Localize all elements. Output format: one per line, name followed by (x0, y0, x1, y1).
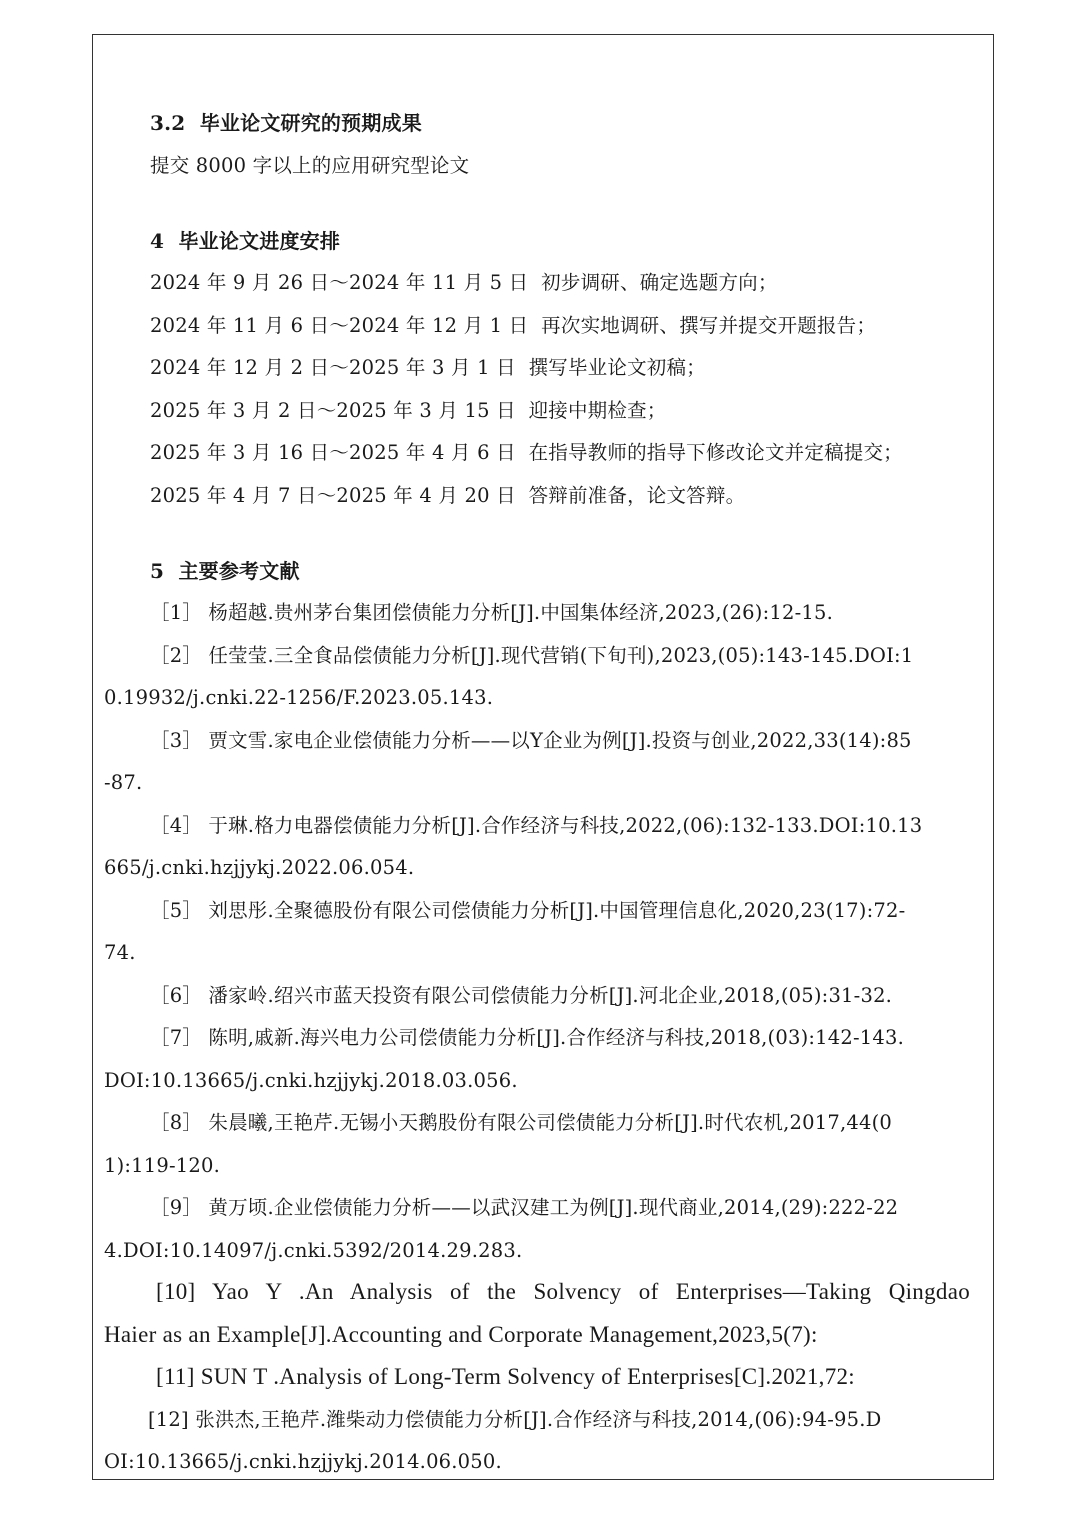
reference-5: ［5］ 刘思彤.全聚德股份有限公司偿债能力分析[J].中国管理信息化,2020,23(17):72- (150, 899, 906, 922)
schedule-item: 2024 年 11 月 6 日～2024 年 12 月 1 日 再次实地调研、撰写并提交开题报告； (150, 314, 877, 337)
reference-6: ［6］ 潘家岭.绍兴市蓝天投资有限公司偿债能力分析[J].河北企业,2018,(05):31-32. (150, 984, 893, 1007)
reference-12: [12] 张洪杰,王艳芹.潍柴动力偿债能力分析[J].合作经济与科技,2014,(06):94-95.D (148, 1408, 882, 1431)
reference-1: ［1］ 杨超越.贵州茅台集团偿债能力分析[J].中国集体经济,2023,(26):12-15. (150, 601, 833, 624)
reference-5-cont: 74. (104, 941, 136, 964)
schedule-item: 2024 年 12 月 2 日～2025 年 3 月 1 日 撰写毕业论文初稿； (150, 356, 706, 379)
reference-8: ［8］ 朱晨曦,王艳芹.无锡小天鹅股份有限公司偿债能力分析[J].时代农机,2017,44(0 (150, 1111, 892, 1134)
schedule-item: 2025 年 3 月 16 日～2025 年 4 月 6 日 在指导教师的指导下修改论文并定稿提交； (150, 441, 903, 464)
reference-11: [11] SUN T .Analysis of Long-Term Solvency of Enterprises[C].2021,72: (156, 1364, 855, 1389)
section-4-heading: 4 毕业论文进度安排 (150, 229, 341, 253)
section-5-heading: 5 主要参考文献 (150, 559, 300, 583)
schedule-item: 2025 年 4 月 7 日～2025 年 4 月 20 日 答辩前准备，论文答辩。 (150, 484, 746, 507)
reference-2-cont: 0.19932/j.cnki.22-1256/F.2023.05.143. (104, 686, 494, 709)
reference-10-cont: Haier as an Example[J].Accounting and Corporate Management,2023,5(7): (104, 1322, 818, 1347)
reference-10: [10] Yao Y .An Analysis of the Solvency of Enterprises—Taking Qingdao (156, 1279, 970, 1304)
reference-9: ［9］ 黄万顷.企业偿债能力分析——以武汉建工为例[J].现代商业,2014,(29):222-22 (150, 1196, 899, 1219)
reference-3: ［3］ 贾文雪.家电企业偿债能力分析——以Y企业为例[J].投资与创业,2022,33(14):85 (150, 729, 912, 752)
schedule-item: 2024 年 9 月 26 日～2024 年 11 月 5 日 初步调研、确定选题方向； (150, 271, 778, 294)
reference-7-cont: DOI:10.13665/j.cnki.hzjjykj.2018.03.056. (104, 1069, 518, 1092)
schedule-item: 2025 年 3 月 2 日～2025 年 3 月 15 日 迎接中期检查； (150, 399, 667, 422)
reference-9-cont: 4.DOI:10.14097/j.cnki.5392/2014.29.283. (104, 1239, 523, 1262)
reference-8-cont: 1):119-120. (104, 1154, 221, 1177)
reference-3-cont: -87. (104, 771, 143, 794)
section-3-2-heading: 3.2 毕业论文研究的预期成果 (150, 111, 422, 135)
reference-7: ［7］ 陈明,戚新.海兴电力公司偿债能力分析[J].合作经济与科技,2018,(03):142-143. (150, 1026, 904, 1049)
reference-4: ［4］ 于琳.格力电器偿债能力分析[J].合作经济与科技,2022,(06):132-133.DOI:10.13 (150, 814, 923, 837)
reference-12-cont: OI:10.13665/j.cnki.hzjjykj.2014.06.050. (104, 1450, 502, 1473)
section-3-2-body: 提交 8000 字以上的应用研究型论文 (150, 154, 470, 177)
reference-4-cont: 665/j.cnki.hzjjykj.2022.06.054. (104, 856, 415, 879)
reference-2: ［2］ 任莹莹.三全食品偿债能力分析[J].现代营销(下旬刊),2023,(05):143-145.DOI:1 (150, 644, 914, 667)
